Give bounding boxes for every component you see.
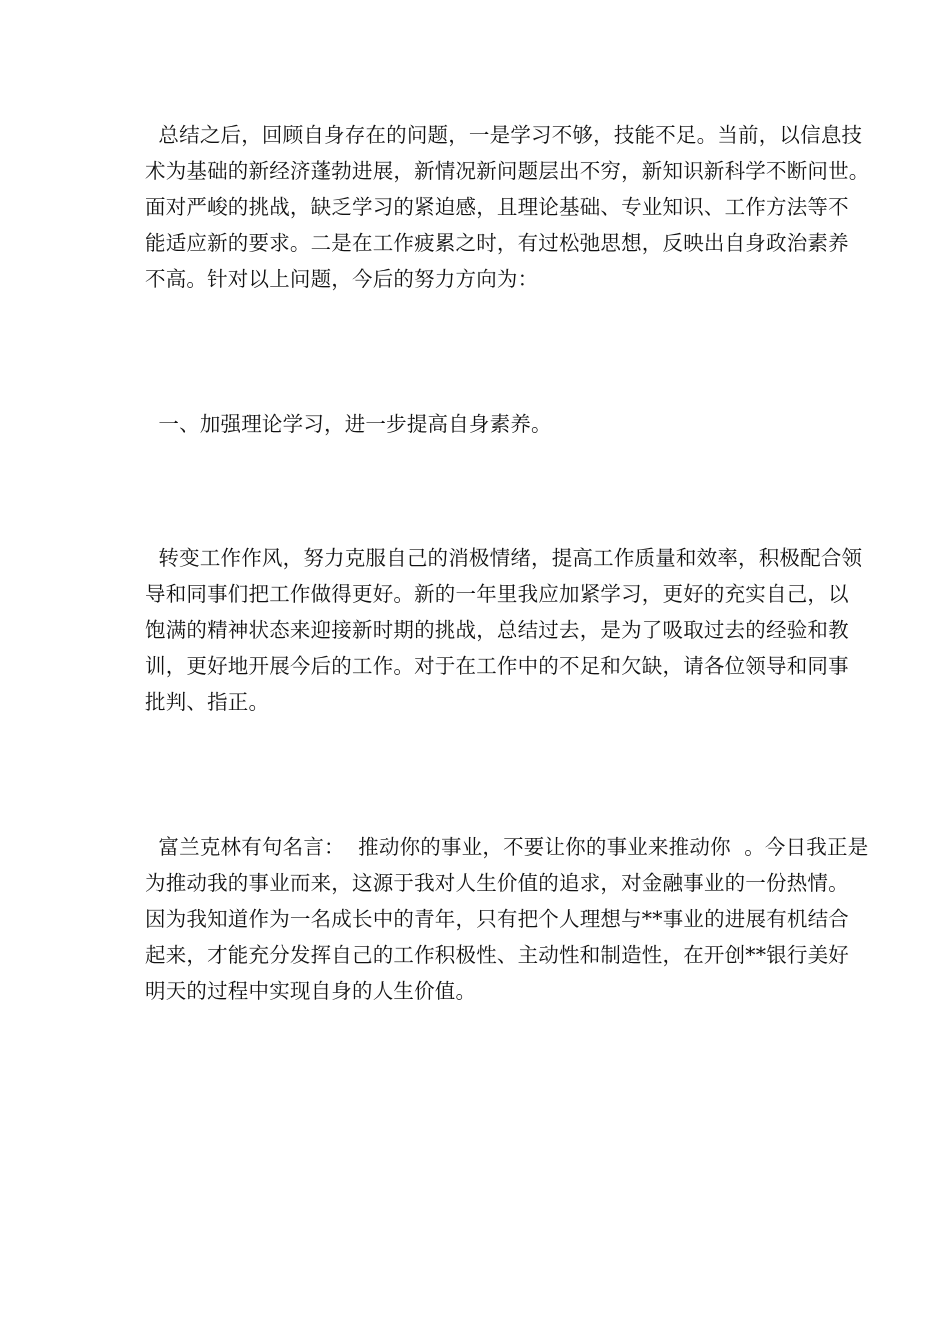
text-line: 为推动我的事业而来，这源于我对人生价值的追求，对金融事业的一份热情。 [145,871,849,895]
text-line: 起来，才能充分发挥自己的工作积极性、主动性和制造性，在开创**银行美好 [145,943,849,967]
paragraph-work-style [145,540,863,720]
text-line: 能适应新的要求。二是在工作疲累之时，有过松弛思想，反映出自身政治素养 [145,231,849,255]
paragraph-self-review [145,117,870,297]
text-line: 批判、指正。 [145,690,270,714]
text-line: 因为我知道作为一名成长中的青年，只有把个人理想与**事业的进展有机结合 [145,907,849,931]
text-line: 训，更好地开展今后的工作。对于在工作中的不足和欠缺，请各位领导和同事 [145,654,849,678]
text-line: 饱满的精神状态来迎接新时期的挑战，总结过去，是为了吸取过去的经验和教 [145,618,849,642]
text-line: 明天的过程中实现自身的人生价值。 [145,979,477,1003]
text-line: 总结之后，回顾自身存在的问题，一是学习不够，技能不足。当前，以信息技 [145,123,863,147]
paragraph-franklin-quote [145,829,869,1009]
text-line: 不高。针对以上问题，今后的努力方向为： [145,267,539,291]
text-line: 导和同事们把工作做得更好。新的一年里我应加紧学习，更好的充实自己，以 [145,582,849,606]
section-heading [145,406,810,442]
text-line: 富兰克林有句名言： 推动你的事业，不要让你的事业来推动你 。今日我正是 [145,835,869,859]
text-line: 面对严峻的挑战，缺乏学习的紧迫感，且理论基础、专业知识、工作方法等不 [145,195,849,219]
text-line: 术为基础的新经济蓬勃进展，新情况新问题层出不穷，新知识新科学不断问世。 [145,159,870,183]
heading-text: 一、加强理论学习，进一步提高自身素养。 [145,412,552,436]
text-line: 转变工作作风，努力克服自己的消极情绪，提高工作质量和效率，积极配合领 [145,546,863,570]
